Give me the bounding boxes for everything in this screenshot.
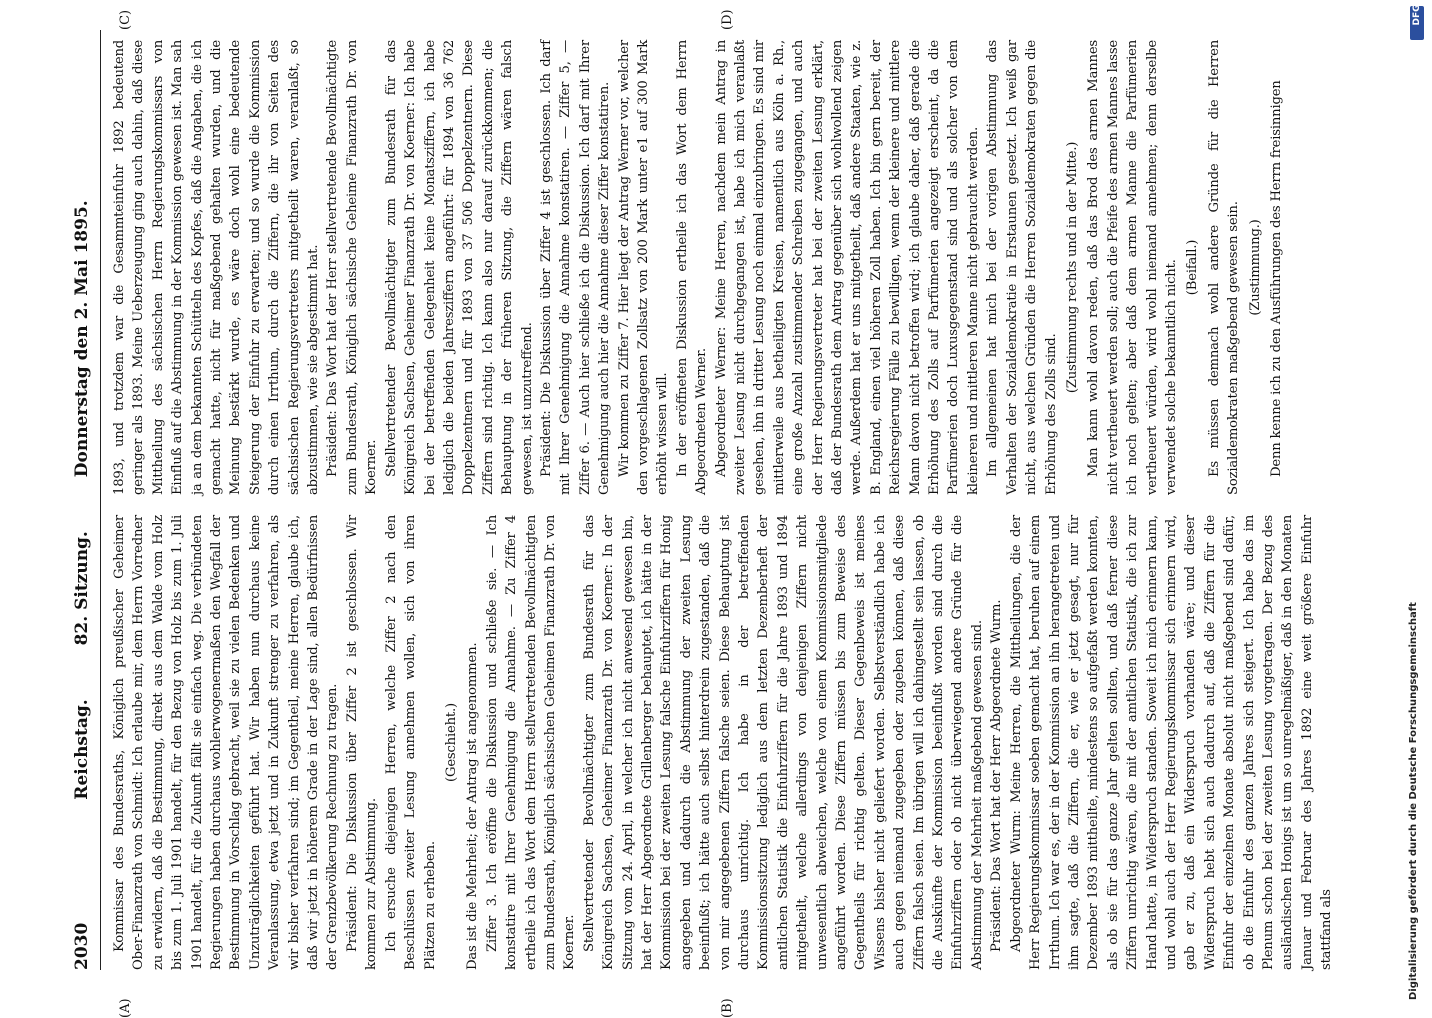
- dfg-logo-text: DFG: [1412, 4, 1422, 26]
- dfg-logo: [1410, 6, 1424, 40]
- page-header: [70, 30, 101, 970]
- paragraph: (Geschieht.): [443, 703, 459, 782]
- digitization-credit: Digitalisierung gefördert durch die Deutsche Forschungsgemeinschaft: [1408, 602, 1419, 1000]
- paragraph: Es müssen demnach wohl andere Gründe für die Herren Sozialdemokraten maßgebend gewesen sein.: [1206, 40, 1242, 495]
- paragraph: In der eröffneten Diskussion ertheile ich das Wort dem Herrn Abgeordneten Werner.: [674, 40, 710, 495]
- paragraph: Man kann wohl davon reden, daß das Brod des armen Mannes nicht vertheuert werden soll; auch die Pfeife des armen Mannes lasse ich noch gelten; aber daß dem armen Manne die Parfümerien vertheuert würden, wird wohl niemand annehmen; denn derselbe verwendet solche bekanntlich nicht.: [1086, 40, 1179, 495]
- paragraph: Präsident: Das Wort hat der Herr Abgeordnete Wurm.: [989, 599, 1005, 952]
- paragraph: Kommissar des Bundesraths, Königlich preußischer Geheimer Ober-Finanzrath von Schmidt: Ich erlaube mir, dem Herrn Vorredner zu erwidern, daß die Bestimmung, direkt aus dem Walde vom Holz bis zum 1. Juli 1901 handelt, für den Bezug von Holz bis zum 1. Juli 1901 handelt, für die Zukunft fällt sie einfach weg. Die verbündeten Regierungen haben durchaus wohlerwogenermaßen den Wegfall der Bestimmung in Vorschlag gebracht, weil sie zu vielen Bedenken und Unzuträglichkeiten geführt hat. Wir haben nun durchaus keine Veranlassung, etwa jetzt und in Zukunft strenger zu verfahren, als wir bisher verfahren sind; im Gegentheil, meine Herren, glaube ich, daß wir jetzt in höherem Grade in der Lage sind, allen Bedürfnissen der Grenzbevölkerung Rechnung zu tragen.: [112, 515, 341, 970]
- left-text-column: [110, 515, 1335, 970]
- margin-marker-d: (D): [720, 9, 735, 30]
- header-titles: [72, 30, 92, 970]
- margin-marker-b: (B): [720, 998, 735, 1018]
- header-session: 82. Sitzung.: [72, 531, 92, 646]
- paragraph: Im allgemeinen hat mich bei der vorigen Abstimmung das Verhalten der Sozialdemokratie in Erstaunen gesetzt. Ich weiß gar nicht, aus welchen Gründen die Herren Sozialdemokraten gegen die Erhöhung des Zolls sind.: [985, 40, 1059, 495]
- paragraph: Ziffer 3. Ich eröffne die Diskussion und schließe sie. — Ich konstatire mit Ihrer Genehmigung die Annahme. — Zu Ziffer 4 ertheile ich das Wort dem Herrn stellvertretenden Bevollmächtigten zum Bundesrath, Königlich sächsischen Geheimen Finanzrath Dr. von Koerner.: [484, 515, 578, 970]
- paragraph: Stellvertretender Bevollmächtigter zum Bundesrath für das Königreich Sachsen, Geheimer Finanzrath Dr. von Koerner: Ich habe bei der betreffenden Gelegenheit keine Monatsziffern, ich habe lediglich die beiden Jahresziffern angeführt: für 1894 von 36 762 Doppelzentnern und für 1893 von 37 506 Doppelzentnern. Diese Ziffern sind richtig. Ich kann also nur darauf zurückkommen; die Behauptung in der früheren Sitzung, die Ziffern wären falsch gewesen, ist unzutreffend.: [383, 40, 535, 495]
- paragraph: Präsident: Das Wort hat der Herr stellvertretende Bevollmächtigte zum Bundesrath, Königlich sächsische Geheime Finanzrath Dr. von Koerner.: [325, 40, 380, 495]
- paragraph: Denn kenne ich zu den Ausführungen des Herrn freisinnigen: [1268, 80, 1284, 477]
- paragraph: Abgeordneter Wurm: Meine Herren, die Mittheilungen, die der Herr Regierungskommissar soeben gemacht hat, beruhen auf einem Irrthum. Ich war es, der in der Kommission an ihn herangetreten und ihm sagte, daß die Ziffern, die er, wie er jetzt gesagt, nur für Dezember 1893 mittheilte, mindestens so aufgefaßt werden konnten, als ob sie für das ganze Jahr gelten sollten, und daß ferner diese Ziffern unrichtig wären, die mit der amtlichen Statistik, die ich zur Hand hatte, in Widerspruch standen. Soweit ich mich erinnern kann, und wohl auch der Herr Regierungskommissar sich erinnern wird, gab er zu, daß ein Widerspruch vorhanden wäre; und dieser Widerspruch hebt sich auch dadurch auf, daß die Ziffern für die Einfuhr der einzelnen Monate absolut nicht maßgebend sind dafür, ob die Einfuhr des ganzen Jahres sich steigert. Ich habe das im Plenum schon bei der zweiten Lesung vorgetragen. Der Bezug des ausländischen Honigs ist um so unregelmäßiger, daß in den Monaten Januar und Februar des Jahres 1892 eine weit größere Einfuhr stattfand als: [1008, 515, 1335, 970]
- paragraph: 1893, und trotzdem war die Gesammteinfuhr 1892 bedeutend geringer als 1893. Meine Ueberzeugung ging auch dahin, daß diese Mittheilung des sächsischen Herrn Regierungskommissars von Einfluß auf die Abstimmung in der Kommission gewesen ist. Man sah ja an dem bekannten Schütteln des Kopfes, daß die Angaben, die ich gemacht hatte, nicht für maßgebend gehalten wurden, und die Meinung bestärkt wurde, es wäre doch wohl eine bedeutende Steigerung der Einfuhr zu erwarten; und so wurde die Kommission durch einen Irrthum, durch die Ziffern, die ihr von Seiten des sächsischen Regierungsvertreters mitgetheilt waren, veranlaßt, so abzustimmen, wie sie abgestimmt hat.: [112, 40, 322, 495]
- margin-marker-a: (A): [118, 998, 133, 1018]
- header-left-title: Reichstag.: [72, 699, 92, 800]
- paragraph: Stellvertretender Bevollmächtigter zum Bundesrath für das Königreich Sachsen, Geheimer Finanzrath Dr. von Koerner: In der Sitzung vom 24. April, in welcher ich nicht anwesend gewesen bin, hat der Herr Abgeordnete Grillenberger behauptet, ich hätte in der Kommission bei der zweiten Lesung falsche Einfuhrziffern für Honig angegeben und dadurch die Abstimmung der zweiten Lesung beeinflußt; ich hätte auch selbst hinterdrein zugestanden, daß die von mir angegebenen Ziffern falsche seien. Diese Behauptung ist durchaus unrichtig. Ich habe in der betreffenden Kommissionssitzung lediglich aus dem letzten Dezemberheft der amtlichen Statistik die Einfuhrziffern für die Jahre 1893 und 1894 mitgetheilt, welche allerdings von denjenigen Ziffern nicht unwesentlich abweichen, welche von einem Kommissionsmitgliede angeführt worden. Diese Ziffern müssen bis zum Beweise des Gegentheils für richtig gelten. Dieser Gegenbeweis ist meines Wissens bisher nicht geliefert worden. Selbstverständlich habe ich auch gegen niemand zugegeben oder zugeben können, daß diese Ziffern falsch seien. Im übrigen will ich dahingestellt sein lassen, ob die Auskünfte der Kommission beeinflußt worden sind durch die Einfuhrziffern oder ob nicht überwiegend andere Gründe für die Abstimmung der Mehrheit maßgebend gewesen sind.: [581, 515, 985, 970]
- right-text-column: [110, 40, 1325, 495]
- paragraph: (Beifall.): [1185, 239, 1201, 296]
- dfg-sidebar: [1408, 0, 1426, 1000]
- paragraph: Abgeordneter Werner: Meine Herren, nachdem mein Antrag in zweiter Lesung nicht durchgegangen ist, habe ich mich veranlaßt gesehen, ihn in dritter Lesung noch einmal einzubringen. Es sind mir mittlerweile aus betheiligten Kreisen, namentlich aus Köln a. Rh., eine große Anzahl zustimmender Schreiben zugegangen, und auch der Herr Regierungsvertreter hat bei der zweiten Lesung erklärt, daß der Bundesrath dem Antrag gegenüber sich wohlwollend zeigen werde. Außerdem hat er uns mitgetheilt, daß andere Staaten, wie z. B. England, einen viel höheren Zoll haben. Ich bin gern bereit, der Reichsregierung Fälle zu bewilligen, wenn der kleinere und mittlere Mann davon nicht betroffen wird; ich glaube daher, daß gerade die Erhöhung des Zolls auf Parfümerien angezeigt erscheint, da die Parfümerien doch Luxusgegenstand sind und als solcher von dem kleineren und mittleren Manne nicht gebraucht werden.: [713, 40, 981, 495]
- paragraph: (Zustimmung rechts und in der Mitte.): [1064, 141, 1080, 394]
- paragraph: Präsident: Die Diskussion über Ziffer 2 ist geschlossen. Wir kommen zur Abstimmung.: [344, 515, 380, 970]
- paragraph: (Zustimmung.): [1247, 219, 1263, 316]
- margin-marker-c: (C): [118, 9, 133, 30]
- page-number: 2030: [72, 922, 92, 970]
- paragraph: Ich ersuche diejenigen Herren, welche Ziffer 2 nach den Beschlüssen zweiter Lesung annehmen wollen, sich von ihren Plätzen zu erheben.: [383, 515, 438, 970]
- paragraph: Präsident: Die Diskussion über Ziffer 4 ist geschlossen. Ich darf mit Ihrer Genehmigung die Annahme konstatiren. — Ziffer 5, — Ziffer 6. — Auch hier schließe ich die Diskussion. Ich darf mit Ihrer Genehmigung auch hier die Annahme dieser Ziffer konstatiren.: [538, 40, 613, 495]
- paragraph: Das ist die Mehrheit; der Antrag ist angenommen.: [465, 642, 481, 970]
- paragraph: Wir kommen zu Ziffer 7. Hier liegt der Antrag Werner vor, welcher den vorgeschlagenen Zollsatz von 200 Mark unter e1 auf 300 Mark erhöht wissen will.: [616, 40, 671, 495]
- header-date: Donnerstag den 2. Mai 1895.: [72, 200, 92, 478]
